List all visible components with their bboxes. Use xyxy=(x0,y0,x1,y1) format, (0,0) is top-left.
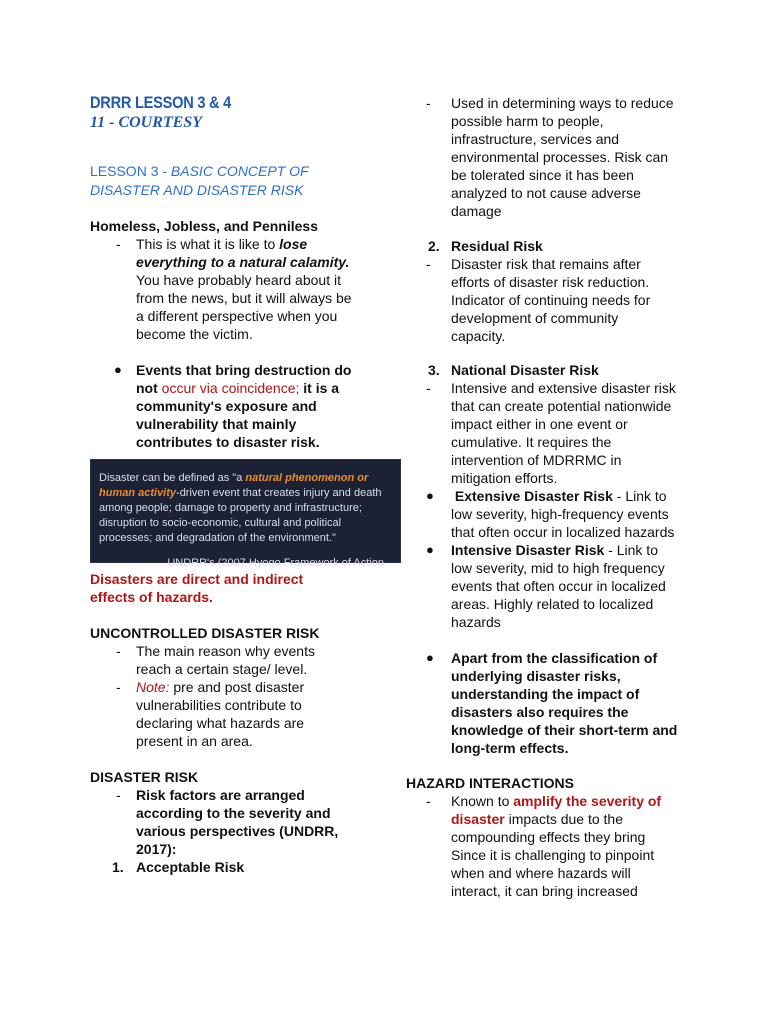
homeless-text-pre: This is what it is like to xyxy=(136,236,280,252)
quote-pre: Disaster can be defined as "a xyxy=(99,472,246,484)
hazard-text-red: amplify the severity of disaster xyxy=(451,793,662,827)
dash-marker: - xyxy=(116,679,121,695)
page-subtitle: 11 - COURTESY xyxy=(90,114,203,131)
quote-source: UNDRR's (2007 Hyogo Framework of Action xyxy=(167,557,384,569)
intensive-risk-desc: - Link to low severity, mid to high frequency events that often occur in localized areas. Highly related to localized hazards xyxy=(451,542,666,630)
lesson3-title: BASIC CONCEPT OF DISASTER AND DISASTER RISK xyxy=(90,163,309,198)
left-column xyxy=(90,92,408,876)
homeless-item xyxy=(90,235,408,343)
uncontrolled-item-1 xyxy=(90,642,408,678)
quote-post: -driven event that creates injury and death among people; damage to property and infrastructure; disruption to socio-economic, cultural and political processes; and degradation of the environment." xyxy=(99,487,382,544)
national-risk-item xyxy=(406,361,686,379)
intensive-risk-text xyxy=(451,541,681,631)
acceptable-desc-text: Used in determining ways to reduce possible harm to people, infrastructure, services and environmental processes. Risk can be tolerated since it has been analyzed to not cause adverse damage xyxy=(451,95,674,219)
intensive-risk-label: Intensive Disaster Risk xyxy=(451,542,605,558)
quote-highlight: natural phenomenon or human activity xyxy=(99,472,369,499)
apart-item xyxy=(406,649,686,757)
dash-marker: - xyxy=(426,95,431,111)
hazard-item xyxy=(406,792,686,900)
page-title: DRRR LESSON 3 & 4 xyxy=(90,93,232,112)
quote-image-box xyxy=(90,459,401,569)
dash-marker: - xyxy=(426,380,431,396)
note-label: Note: xyxy=(136,679,170,695)
extensive-risk-label: Extensive Disaster Risk xyxy=(454,488,613,504)
events-text-pre: Events that bring destruction do not xyxy=(136,362,352,396)
national-desc-item xyxy=(406,379,686,487)
acceptable-desc-item xyxy=(406,94,686,220)
dash-marker: - xyxy=(426,256,431,272)
national-risk-label: National Disaster Risk xyxy=(451,362,599,378)
dash-marker: - xyxy=(116,787,121,803)
dash-marker: - xyxy=(116,236,121,252)
events-item xyxy=(90,361,408,451)
homeless-text-post: You have probably heard about it from the news, but it will always be a different perspective when you become the victim. xyxy=(136,272,352,342)
residual-desc-item xyxy=(406,255,686,345)
disaster-risk-item-1 xyxy=(90,786,408,858)
hazard-interactions-heading: HAZARD INTERACTIONS xyxy=(406,775,574,791)
dash-marker: - xyxy=(116,643,121,659)
apart-text: Apart from the classification of underlying disaster risks, understanding the impact of disasters also requires the knowledge of their short-term and long-term effects. xyxy=(451,650,678,756)
right-column xyxy=(406,92,686,900)
note-text xyxy=(136,678,336,750)
lesson3-heading xyxy=(90,162,340,200)
events-text xyxy=(136,361,364,451)
events-text-post: it is a community's exposure and vulnerability that mainly contributes to disaster risk. xyxy=(136,380,340,450)
extensive-risk-desc: - Link to low severity, high-frequency events that often occur in localized hazards xyxy=(451,488,675,540)
quote-text xyxy=(99,471,392,546)
residual-desc-text: Disaster risk that remains after efforts of disaster risk reduction. Indicator of continuing needs for development of community capacity. xyxy=(451,256,651,344)
dash-marker: - xyxy=(426,793,431,809)
disaster-risk-item-1-text: Risk factors are arranged according to the severity and various perspectives (UNDRR, 2017): xyxy=(136,787,339,857)
acceptable-risk-label: Acceptable Risk xyxy=(136,859,245,875)
residual-risk-item xyxy=(406,237,686,255)
acceptable-risk-item xyxy=(90,858,408,876)
residual-risk-label: Residual Risk xyxy=(451,238,543,254)
number-marker: 3. xyxy=(428,362,440,378)
uncontrolled-item-1-text: The main reason why events reach a certain stage/ level. xyxy=(136,643,315,677)
bullet-marker: ● xyxy=(426,488,434,503)
hazard-text-post: impacts due to the compounding effects they bring Since it is challenging to pinpoint when and where hazards will interact, it can bring increased xyxy=(451,811,655,899)
intensive-risk-item xyxy=(406,541,686,631)
uncontrolled-heading: UNCONTROLLED DISASTER RISK xyxy=(90,625,320,641)
hazard-text xyxy=(451,792,683,900)
national-desc-text: Intensive and extensive disaster risk that can create potential nationwide impact either in one event or cumulative. It requires the intervention of MDRRMC in mitigation efforts. xyxy=(451,380,676,486)
bullet-marker: ● xyxy=(114,362,122,377)
bullet-marker: ● xyxy=(426,650,434,665)
disaster-risk-heading: DISASTER RISK xyxy=(90,769,199,785)
homeless-text-bold: lose everything to a natural calamity. xyxy=(136,236,350,270)
extensive-risk-item xyxy=(406,487,686,541)
homeless-heading: Homeless, Jobless, and Penniless xyxy=(90,218,318,234)
hazard-text-pre: Known to xyxy=(451,793,514,809)
homeless-text xyxy=(136,235,361,343)
extensive-risk-text xyxy=(451,487,681,541)
lesson3-prefix: LESSON 3 - xyxy=(90,163,171,179)
number-marker: 2. xyxy=(428,238,440,254)
events-text-red: occur via coincidence; xyxy=(161,380,300,396)
disasters-effects: Disasters are direct and indirect effects of hazards. xyxy=(90,571,304,605)
uncontrolled-note xyxy=(90,678,408,750)
number-marker: 1. xyxy=(112,859,124,875)
note-body: pre and post disaster vulnerabilities contribute to declaring what hazards are present in an area. xyxy=(136,679,305,749)
bullet-marker: ● xyxy=(426,542,434,557)
